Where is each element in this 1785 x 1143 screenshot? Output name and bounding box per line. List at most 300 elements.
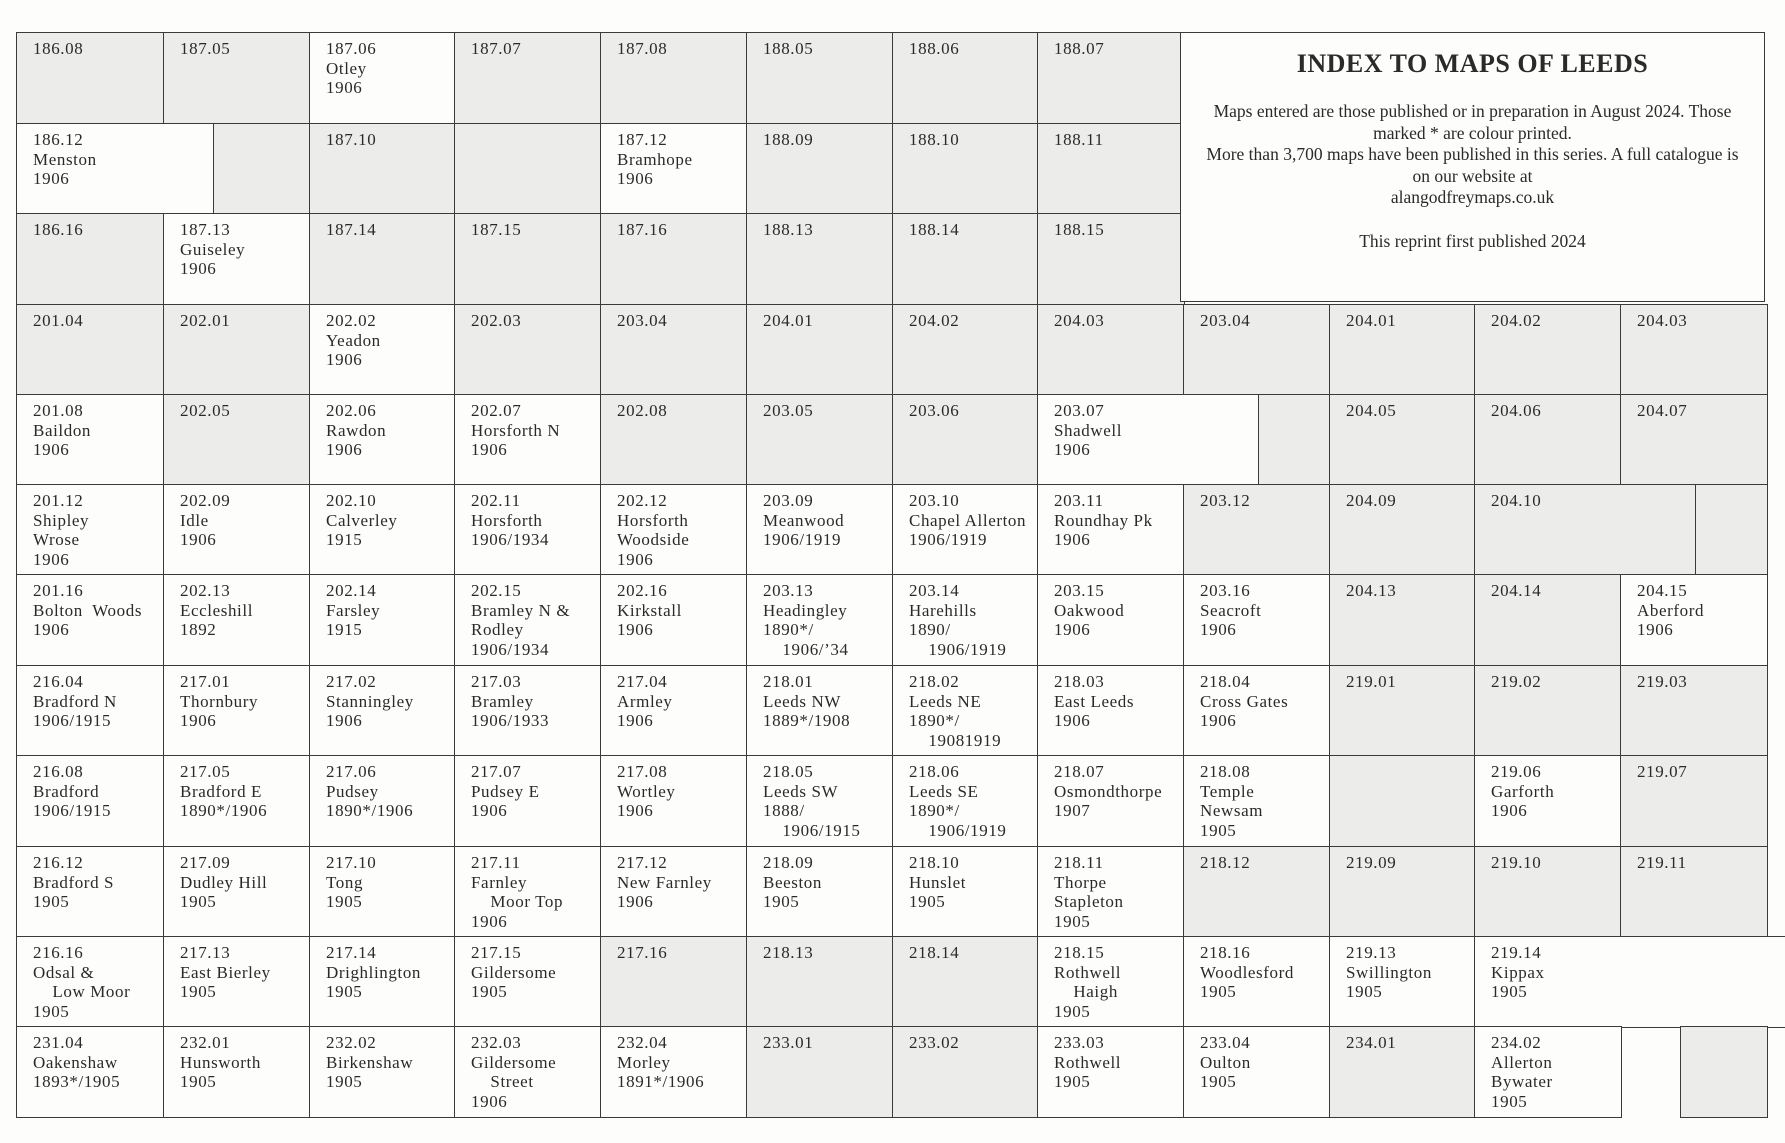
sheet-place-name: Oulton 1905	[1200, 1052, 1251, 1091]
map-sheet-204-06	[1474, 394, 1622, 486]
sheet-place-name: Odsal & Low Moor 1905	[33, 962, 131, 1021]
sheet-place-name: Leeds SE 1890*/ 1906/1919	[909, 781, 1007, 840]
sheet-place-name: Leeds NW 1889*/1908	[763, 691, 851, 730]
sheet-number: 216.16	[33, 943, 84, 962]
map-sheet-188-14	[892, 213, 1039, 306]
sheet-number: 188.09	[763, 130, 814, 149]
sheet-number: 219.02	[1491, 672, 1542, 691]
sheet-place-name: Hunslet 1905	[909, 872, 967, 911]
sheet-number: 233.01	[763, 1033, 814, 1052]
sheet-place-name: Birkenshaw 1905	[326, 1052, 414, 1091]
sheet-place-name: Farsley 1915	[326, 600, 381, 639]
sheet-number: 201.12	[33, 491, 84, 510]
map-sheet-218-02	[892, 665, 1039, 757]
sheet-place-name: Aberford 1906	[1637, 600, 1705, 639]
sheet-number: 201.04	[33, 311, 84, 330]
map-sheet-203-15	[1037, 574, 1185, 667]
sheet-number: 217.05	[180, 762, 231, 781]
sheet-number: 217.07	[471, 762, 522, 781]
map-sheet-blank	[454, 123, 602, 215]
map-sheet-188-09	[746, 123, 894, 215]
map-sheet-216-16	[16, 936, 165, 1028]
sheet-number: 187.13	[180, 220, 231, 239]
sheet-number: 203.06	[909, 401, 960, 420]
sheet-number: 217.02	[326, 672, 377, 691]
sheet-number: 202.16	[617, 581, 668, 600]
sheet-place-name: Gildersome 1905	[471, 962, 557, 1001]
sheet-place-name: Woodlesford 1905	[1200, 962, 1294, 1001]
sheet-place-name: Stanningley 1906	[326, 691, 414, 730]
map-sheet-203-04	[600, 304, 748, 396]
sheet-number: 203.14	[909, 581, 960, 600]
sheet-number: 203.09	[763, 491, 814, 510]
sheet-place-name: Bradford E 1890*/1906	[180, 781, 268, 820]
sheet-number: 218.02	[909, 672, 960, 691]
sheet-place-name: Pudsey E 1906	[471, 781, 540, 820]
sheet-number: 218.10	[909, 853, 960, 872]
sheet-place-name: Leeds SW 1888/ 1906/1915	[763, 781, 861, 840]
map-sheet-217-08	[600, 755, 748, 848]
map-sheet-201-08	[16, 394, 165, 486]
map-sheet-234-02	[1474, 1026, 1622, 1118]
sheet-place-name: Chapel Allerton 1906/1919	[909, 510, 1027, 549]
sheet-place-name: Calverley 1915	[326, 510, 398, 549]
sheet-place-name: East Leeds 1906	[1054, 691, 1135, 730]
map-sheet-203-06	[892, 394, 1039, 486]
map-sheet-187-06	[309, 32, 456, 125]
sheet-number: 202.03	[471, 311, 522, 330]
sheet-place-name: Bradford 1906/1915	[33, 781, 112, 820]
sheet-place-name: Leeds NE 1890*/ 19081919	[909, 691, 1002, 750]
sheet-number: 219.06	[1491, 762, 1542, 781]
map-sheet-blank	[1680, 1026, 1768, 1118]
sheet-number: 218.01	[763, 672, 814, 691]
map-sheet-204-07	[1620, 394, 1768, 486]
map-sheet-234-01	[1329, 1026, 1476, 1118]
sheet-number: 217.11	[471, 853, 521, 872]
sheet-number: 204.07	[1637, 401, 1688, 420]
sheet-place-name: Yeadon 1906	[326, 330, 381, 369]
sheet-number: 234.01	[1346, 1033, 1397, 1052]
sheet-number: 202.11	[471, 491, 521, 510]
map-sheet-218-14	[892, 936, 1039, 1028]
map-sheet-202-16	[600, 574, 748, 667]
sheet-number: 219.11	[1637, 853, 1687, 872]
map-sheet-187-15	[454, 213, 602, 306]
map-sheet-202-09	[163, 484, 311, 576]
sheet-number: 204.14	[1491, 581, 1542, 600]
sheet-number: 218.13	[763, 943, 814, 962]
map-sheet-202-12	[600, 484, 748, 576]
sheet-number: 202.05	[180, 401, 231, 420]
map-sheet-219-13	[1329, 936, 1476, 1028]
sheet-place-name: Bradford S 1905	[33, 872, 115, 911]
sheet-number: 218.07	[1054, 762, 1105, 781]
sheet-number: 217.15	[471, 943, 522, 962]
sheet-number: 233.03	[1054, 1033, 1105, 1052]
sheet-number: 219.13	[1346, 943, 1397, 962]
sheet-number: 232.04	[617, 1033, 668, 1052]
sheet-number: 188.07	[1054, 39, 1105, 58]
sheet-number: 203.05	[763, 401, 814, 420]
sheet-number: 218.08	[1200, 762, 1251, 781]
website-link[interactable]: alangodfreymaps.co.uk	[1390, 187, 1555, 207]
map-sheet-201-12	[16, 484, 165, 576]
sheet-number: 232.02	[326, 1033, 377, 1052]
map-sheet-204-10	[1474, 484, 1697, 576]
sheet-place-name: Bramley N & Rodley 1906/1934	[471, 600, 571, 659]
sheet-place-name: Bramley 1906/1933	[471, 691, 550, 730]
sheet-number: 232.03	[471, 1033, 522, 1052]
sheet-number: 218.14	[909, 943, 960, 962]
map-sheet-218-07	[1037, 755, 1185, 848]
sheet-place-name: Oakwood 1906	[1054, 600, 1125, 639]
sheet-number: 202.07	[471, 401, 522, 420]
sheet-number: 202.15	[471, 581, 522, 600]
map-sheet-218-04	[1183, 665, 1331, 757]
sheet-place-name: Dudley Hill 1905	[180, 872, 268, 911]
sheet-number: 218.04	[1200, 672, 1251, 691]
sheet-place-name: Horsforth Woodside 1906	[617, 510, 690, 569]
map-sheet-202-11	[454, 484, 602, 576]
map-sheet-219-09	[1329, 846, 1476, 938]
map-sheet-217-11	[454, 846, 602, 938]
map-sheet-201-16	[16, 574, 165, 667]
map-sheet-219-06	[1474, 755, 1622, 848]
map-sheet-217-13	[163, 936, 311, 1028]
map-sheet-216-12	[16, 846, 165, 938]
map-sheet-216-08	[16, 755, 165, 848]
sheet-place-name: Kippax 1905	[1491, 962, 1545, 1001]
sheet-place-name: Tong 1905	[326, 872, 364, 911]
map-sheet-187-12	[600, 123, 748, 215]
sheet-number: 203.04	[617, 311, 668, 330]
sheet-place-name: Garforth 1906	[1491, 781, 1555, 820]
sheet-number: 219.09	[1346, 853, 1397, 872]
sheet-number: 187.15	[471, 220, 522, 239]
map-sheet-203-13	[746, 574, 894, 667]
map-sheet-204-02	[892, 304, 1039, 396]
map-sheet-188-10	[892, 123, 1039, 215]
sheet-number: 187.08	[617, 39, 668, 58]
map-sheet-217-04	[600, 665, 748, 757]
map-sheet-202-05	[163, 394, 311, 486]
map-sheet-203-07	[1037, 394, 1260, 486]
sheet-number: 232.01	[180, 1033, 231, 1052]
sheet-number: 204.09	[1346, 491, 1397, 510]
map-sheet-187-05	[163, 32, 311, 125]
sheet-place-name: Meanwood 1906/1919	[763, 510, 845, 549]
map-sheet-204-03	[1037, 304, 1185, 396]
map-sheet-217-09	[163, 846, 311, 938]
sheet-number: 217.08	[617, 762, 668, 781]
map-sheet-218-05	[746, 755, 894, 848]
map-sheet-188-15	[1037, 213, 1185, 306]
map-sheet-203-11	[1037, 484, 1185, 576]
sheet-number: 216.04	[33, 672, 84, 691]
sheet-place-name: Rothwell 1905	[1054, 1052, 1122, 1091]
map-sheet-187-10	[309, 123, 456, 215]
sheet-place-name: New Farnley 1906	[617, 872, 712, 911]
sheet-place-name: Kirkstall 1906	[617, 600, 682, 639]
map-sheet-203-09	[746, 484, 894, 576]
sheet-place-name: Osmondthorpe 1907	[1054, 781, 1163, 820]
map-sheet-203-04	[1183, 304, 1331, 396]
sheet-place-name: Bradford N 1906/1915	[33, 691, 117, 730]
sheet-number: 204.02	[909, 311, 960, 330]
sheet-place-name: Baildon 1906	[33, 420, 92, 459]
sheet-number: 202.06	[326, 401, 377, 420]
sheet-number: 218.09	[763, 853, 814, 872]
sheet-number: 187.06	[326, 39, 377, 58]
map-sheet-218-09	[746, 846, 894, 938]
sheet-number: 219.14	[1491, 943, 1542, 962]
sheet-place-name: Harehills 1890/ 1906/1919	[909, 600, 1007, 659]
sheet-number: 217.14	[326, 943, 377, 962]
map-sheet-233-03	[1037, 1026, 1185, 1118]
map-sheet-217-03	[454, 665, 602, 757]
map-sheet-204-09	[1329, 484, 1476, 576]
sheet-number: 187.14	[326, 220, 377, 239]
map-sheet-204-05	[1329, 394, 1476, 486]
sheet-number: 231.04	[33, 1033, 84, 1052]
map-sheet-204-01	[1329, 304, 1476, 396]
sheet-number: 202.13	[180, 581, 231, 600]
sheet-place-name: Hunsworth 1905	[180, 1052, 261, 1091]
map-sheet-204-01	[746, 304, 894, 396]
sheet-place-name: Rothwell Haigh 1905	[1054, 962, 1122, 1021]
sheet-number: 219.03	[1637, 672, 1688, 691]
map-sheet-188-06	[892, 32, 1039, 125]
map-sheet-204-03	[1620, 304, 1768, 396]
sheet-number: 204.01	[1346, 311, 1397, 330]
map-sheet-217-02	[309, 665, 456, 757]
sheet-number: 203.04	[1200, 311, 1251, 330]
catalogue-text: More than 3,700 maps have been published in this series. A full catalogue is on our website at	[1206, 144, 1739, 186]
map-sheet-202-15	[454, 574, 602, 667]
sheet-place-name: Gildersome Street 1906	[471, 1052, 557, 1111]
sheet-place-name: Drighlington 1905	[326, 962, 422, 1001]
map-sheet-187-16	[600, 213, 748, 306]
sheet-number: 204.06	[1491, 401, 1542, 420]
sheet-number: 187.12	[617, 130, 668, 149]
map-sheet-201-04	[16, 304, 165, 396]
sheet-place-name: Allerton Bywater 1905	[1491, 1052, 1553, 1111]
sheet-place-name: Morley 1891*/1906	[617, 1052, 705, 1091]
map-sheet-202-02	[309, 304, 456, 396]
sheet-number: 188.15	[1054, 220, 1105, 239]
sheet-number: 204.10	[1491, 491, 1542, 510]
map-sheet-219-07	[1620, 755, 1768, 848]
sheet-number: 188.13	[763, 220, 814, 239]
map-sheet-218-06	[892, 755, 1039, 848]
sheet-number: 186.12	[33, 130, 84, 149]
map-sheet-216-04	[16, 665, 165, 757]
sheet-place-name: Thorpe Stapleton 1905	[1054, 872, 1124, 931]
sheet-place-name: Guiseley 1906	[180, 239, 246, 278]
sheet-number: 218.06	[909, 762, 960, 781]
sheet-place-name: Farnley Moor Top 1906	[471, 872, 564, 931]
sheet-number: 216.08	[33, 762, 84, 781]
map-sheet-232-01	[163, 1026, 311, 1118]
sheet-place-name: Bramhope 1906	[617, 149, 693, 188]
map-sheet-232-03	[454, 1026, 602, 1118]
sheet-place-name: Headingley 1890*/ 1906/’34	[763, 600, 849, 659]
map-sheet-202-08	[600, 394, 748, 486]
sheet-number: 218.12	[1200, 853, 1251, 872]
sheet-place-name: Eccleshill 1892	[180, 600, 254, 639]
sheet-number: 219.07	[1637, 762, 1688, 781]
map-sheet-204-13	[1329, 574, 1476, 667]
sheet-number: 188.10	[909, 130, 960, 149]
sheet-number: 187.07	[471, 39, 522, 58]
map-sheet-218-03	[1037, 665, 1185, 757]
sheet-number: 204.03	[1637, 311, 1688, 330]
sheet-number: 216.12	[33, 853, 84, 872]
map-sheet-blank	[213, 123, 311, 215]
sheet-place-name: Seacroft 1906	[1200, 600, 1262, 639]
sheet-number: 218.11	[1054, 853, 1104, 872]
sheet-number: 217.12	[617, 853, 668, 872]
map-sheet-202-06	[309, 394, 456, 486]
sheet-number: 204.03	[1054, 311, 1105, 330]
map-sheet-219-11	[1620, 846, 1768, 938]
sheet-number: 217.04	[617, 672, 668, 691]
sheet-number: 188.05	[763, 39, 814, 58]
map-sheet-202-13	[163, 574, 311, 667]
map-sheet-217-05	[163, 755, 311, 848]
reprint-note: This reprint first published 2024	[1359, 230, 1586, 251]
sheet-place-name: Horsforth N 1906	[471, 420, 561, 459]
sheet-number: 219.01	[1346, 672, 1397, 691]
sheet-number: 217.13	[180, 943, 231, 962]
map-sheet-204-02	[1474, 304, 1622, 396]
map-sheet-204-15	[1620, 574, 1768, 667]
map-sheet-218-12	[1183, 846, 1331, 938]
map-sheet-blank	[1695, 484, 1768, 576]
sheet-number: 203.15	[1054, 581, 1105, 600]
sheet-number: 204.15	[1637, 581, 1688, 600]
map-sheet-219-03	[1620, 665, 1768, 757]
map-sheet-202-03	[454, 304, 602, 396]
map-sheet-217-16	[600, 936, 748, 1028]
sheet-number: 201.16	[33, 581, 84, 600]
map-sheet-202-01	[163, 304, 311, 396]
title-panel	[1180, 32, 1765, 302]
map-sheet-217-15	[454, 936, 602, 1028]
map-sheet-202-07	[454, 394, 602, 486]
sheet-place-name: East Bierley 1905	[180, 962, 271, 1001]
sheet-number: 202.09	[180, 491, 231, 510]
sheet-place-name: Pudsey 1890*/1906	[326, 781, 414, 820]
map-sheet-203-05	[746, 394, 894, 486]
sheet-place-name: Idle 1906	[180, 510, 217, 549]
sheet-number: 217.09	[180, 853, 231, 872]
page-title: INDEX TO MAPS OF LEEDS	[1296, 49, 1649, 78]
sheet-number: 203.12	[1200, 491, 1251, 510]
sheet-place-name: Shipley Wrose 1906	[33, 510, 90, 569]
map-sheet-202-10	[309, 484, 456, 576]
map-sheet-218-15	[1037, 936, 1185, 1028]
map-sheet-217-01	[163, 665, 311, 757]
sheet-place-name: Thornbury 1906	[180, 691, 259, 730]
map-sheet-219-10	[1474, 846, 1622, 938]
map-sheet-218-16	[1183, 936, 1331, 1028]
map-sheet-217-07	[454, 755, 602, 848]
sheet-place-name: Bolton Woods 1906	[33, 600, 143, 639]
sheet-number: 187.05	[180, 39, 231, 58]
sheet-place-name: Wortley 1906	[617, 781, 676, 820]
map-sheet-232-02	[309, 1026, 456, 1118]
sheet-number: 203.13	[763, 581, 814, 600]
map-sheet-188-13	[746, 213, 894, 306]
sheet-number: 217.06	[326, 762, 377, 781]
sheet-number: 201.08	[33, 401, 84, 420]
sheet-number: 202.02	[326, 311, 377, 330]
map-sheet-218-11	[1037, 846, 1185, 938]
map-sheet-blank	[1258, 394, 1331, 486]
map-sheet-231-04	[16, 1026, 165, 1118]
sheet-number: 202.10	[326, 491, 377, 510]
sheet-number: 187.10	[326, 130, 377, 149]
sheet-place-name: Shadwell 1906	[1054, 420, 1123, 459]
sheet-number: 202.14	[326, 581, 377, 600]
map-sheet-187-08	[600, 32, 748, 125]
map-sheet-186-08	[16, 32, 165, 125]
sheet-number: 218.16	[1200, 943, 1251, 962]
sheet-place-name: Otley 1906	[326, 58, 367, 97]
map-sheet-218-01	[746, 665, 894, 757]
sheet-number: 218.03	[1054, 672, 1105, 691]
sheet-number: 219.10	[1491, 853, 1542, 872]
map-sheet-218-13	[746, 936, 894, 1028]
sheet-number: 203.10	[909, 491, 960, 510]
sheet-place-name: Horsforth 1906/1934	[471, 510, 550, 549]
sheet-number: 217.03	[471, 672, 522, 691]
sheet-place-name: Swillington 1905	[1346, 962, 1432, 1001]
map-sheet-218-10	[892, 846, 1039, 938]
sheet-number: 204.05	[1346, 401, 1397, 420]
sheet-number: 204.01	[763, 311, 814, 330]
sheet-place-name: Roundhay Pk 1906	[1054, 510, 1153, 549]
map-sheet-187-13	[163, 213, 311, 306]
sheet-number: 188.06	[909, 39, 960, 58]
map-sheet-187-07	[454, 32, 602, 125]
sheet-number: 202.12	[617, 491, 668, 510]
sheet-number: 188.14	[909, 220, 960, 239]
map-sheet-233-01	[746, 1026, 894, 1118]
sheet-number: 217.16	[617, 943, 668, 962]
map-sheet-186-16	[16, 213, 165, 306]
sheet-number: 234.02	[1491, 1033, 1542, 1052]
map-sheet-217-12	[600, 846, 748, 938]
sheet-number: 233.04	[1200, 1033, 1251, 1052]
sheet-place-name: Armley 1906	[617, 691, 673, 730]
sheet-place-name: Oakenshaw 1893*/1905	[33, 1052, 121, 1091]
sheet-place-name: Cross Gates 1906	[1200, 691, 1289, 730]
map-sheet-203-16	[1183, 574, 1331, 667]
description-text: Maps entered are those published or in preparation in August 2024. Those marked * are colour printed.	[1213, 101, 1732, 143]
map-sheet-217-14	[309, 936, 456, 1028]
map-sheet-232-04	[600, 1026, 748, 1118]
map-sheet-219-14	[1474, 936, 1785, 1028]
map-sheet-203-12	[1183, 484, 1331, 576]
sheet-number: 204.02	[1491, 311, 1542, 330]
sheet-number: 186.16	[33, 220, 84, 239]
sheet-number: 233.02	[909, 1033, 960, 1052]
sheet-number: 203.16	[1200, 581, 1251, 600]
sheet-number: 187.16	[617, 220, 668, 239]
